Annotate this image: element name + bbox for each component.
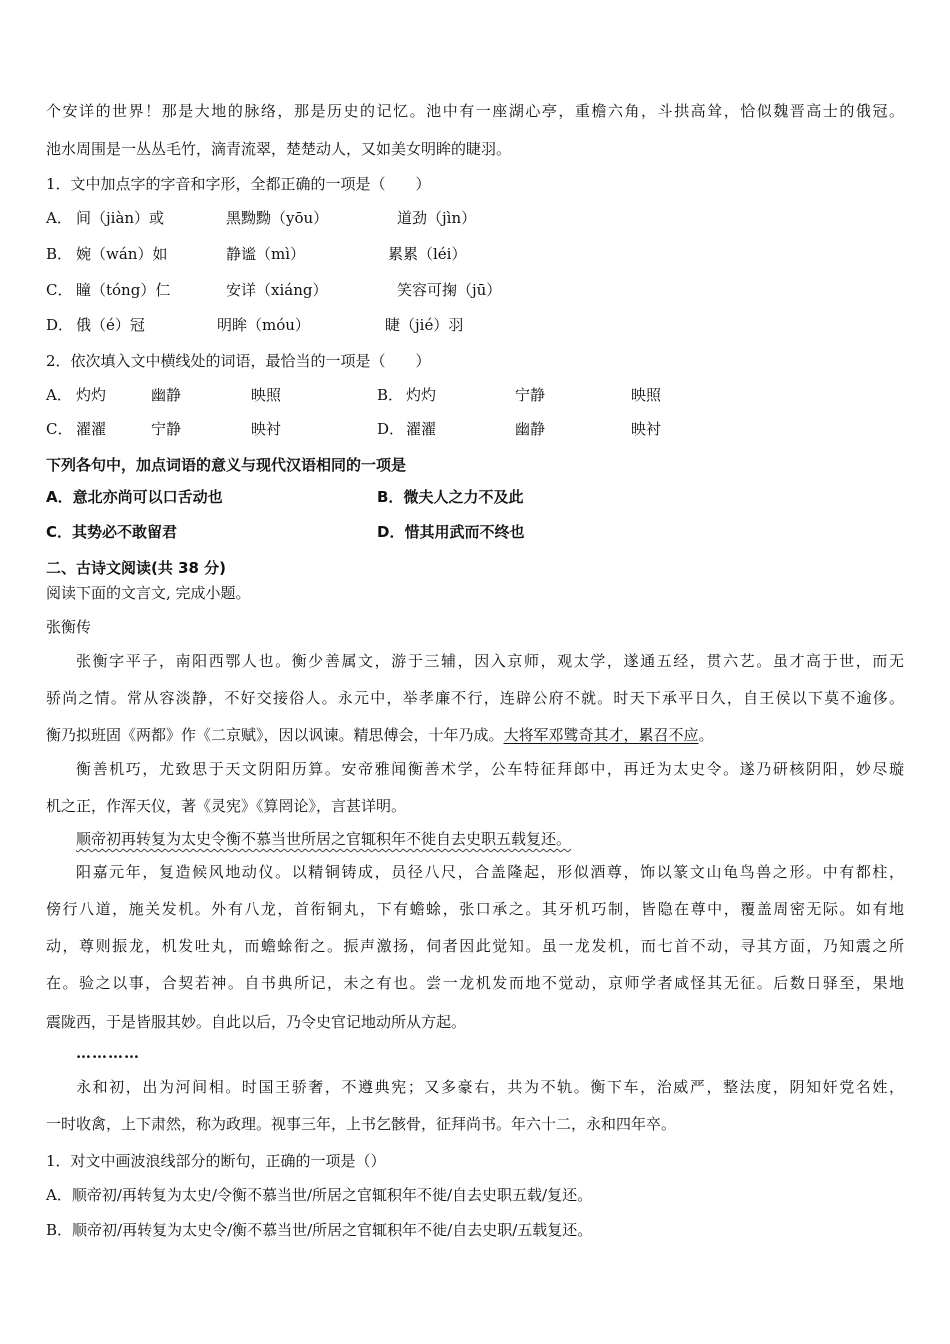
option-item: 黑黝黝（yōu） xyxy=(226,209,329,227)
question-4-stem: 1．对文中画波浪线部分的断句，正确的一项是（） xyxy=(46,1152,386,1170)
option-text: 其势必不敢留君 xyxy=(72,523,178,541)
option-text: 意北亦尚可以口舌动也 xyxy=(72,488,223,506)
passage-line: 张衡字平子，南阳西鄂人也。衡少善属文，游于三辅，因入京师，观太学，遂通五经，贯六艺。虽才高于世，而无 xyxy=(76,652,904,670)
passage-text: 衡乃拟班固《两都》作《二京赋》，因以讽谏。精思傅会，十年乃成。 xyxy=(46,726,504,744)
passage-line: 机之正，作浑天仪，著《灵宪》《算罔论》，言甚详明。 xyxy=(46,797,407,815)
passage-line: 个安详的世界！那是大地的脉络，那是历史的记忆。池中有一座湖心亭，重檐六角，斗拱高耸，恰似魏晋高士的俄冠。 xyxy=(46,102,904,120)
passage-title: 张衡传 xyxy=(46,618,92,636)
option-item: 道劲（jìn） xyxy=(397,209,477,227)
option-item: 安详（xiáng） xyxy=(226,281,328,299)
passage-line xyxy=(46,725,714,745)
option-label: C． xyxy=(46,281,73,299)
option-label: A． xyxy=(46,386,72,404)
q3-option-d[interactable] xyxy=(377,522,524,542)
option-label: C． xyxy=(46,523,73,541)
option-label: B． xyxy=(377,386,404,404)
passage-line: 骄尚之情。常从容淡静，不好交接俗人。永元中，举孝廉不行，连辟公府不就。时天下承平日久，自王侯以下莫不逾侈。 xyxy=(46,689,904,707)
q3-option-c[interactable] xyxy=(46,522,177,542)
option-word: 宁静 xyxy=(515,386,546,404)
option-word: 濯濯 xyxy=(76,420,107,438)
option-item: 瞳（tóng）仁 xyxy=(76,281,171,299)
option-label: A． xyxy=(46,209,72,227)
option-item: 婉（wán）如 xyxy=(76,245,168,263)
option-word: 映衬 xyxy=(631,420,662,438)
question-1-stem: 1．文中加点字的字音和字形，全都正确的一项是（ ） xyxy=(46,175,431,193)
option-word: 濯濯 xyxy=(406,420,437,438)
option-label: D． xyxy=(377,523,405,541)
option-label: B． xyxy=(46,245,73,263)
option-word: 宁静 xyxy=(151,420,182,438)
passage-text: 。 xyxy=(698,726,714,744)
option-word: 映照 xyxy=(251,386,282,404)
ellipsis: ………… xyxy=(76,1044,140,1062)
option-item: 累累（léi） xyxy=(388,245,467,263)
option-word: 映照 xyxy=(631,386,662,404)
q3-option-a[interactable] xyxy=(46,487,223,507)
option-item: 静谧（mì） xyxy=(226,245,306,263)
passage-line: 阳嘉元年，复造候风地动仪。以精铜铸成，员径八尺，合盖隆起，形似酒尊，饰以篆文山龟鸟兽之形。中有都柱， xyxy=(76,863,904,881)
option-label: C． xyxy=(46,420,73,438)
passage-line: 衡善机巧，尤致思于天文阴阳历算。安帝雅闻衡善术学，公车特征拜郎中，再迁为太史令。遂乃研核阴阳，妙尽璇 xyxy=(76,760,904,778)
q3-option-b[interactable] xyxy=(377,487,523,507)
passage-line: 永和初，出为河间相。时国王骄奢，不遵典宪；又多豪右，共为不轨。衡下车，治威严，整法度，阴知奸党名姓， xyxy=(76,1078,904,1096)
option-item: 睫（jié）羽 xyxy=(385,316,464,334)
passage-line: 在。验之以事，合契若神。自书典所记，未之有也。尝一龙机发而地不觉动，京师学者咸怪其无征。后数日驿至，果地 xyxy=(46,974,904,992)
q4-option-a[interactable]: A．顺帝初/再转复为太史/令衡不慕当世/所居之官辄积年不徙/自去史职五载/复还。 xyxy=(46,1186,593,1204)
option-word: 幽静 xyxy=(151,386,182,404)
option-word: 幽静 xyxy=(515,420,546,438)
section-instruction: 阅读下面的文言文, 完成小题。 xyxy=(46,584,251,602)
option-text: 惜其用武而不终也 xyxy=(404,523,525,541)
option-label: A． xyxy=(46,488,73,506)
option-word: 灼灼 xyxy=(406,386,437,404)
passage-line: 震陇西，于是皆服其妙。自此以后，乃令史官记地动所从方起。 xyxy=(46,1013,467,1031)
section-heading: 二、古诗文阅读(共 38 分) xyxy=(46,559,227,577)
passage-line: 傍行八道，施关发机。外有八龙，首衔铜丸，下有蟾蜍，张口承之。其牙机巧制，皆隐在尊中，覆盖周密无际。如有地 xyxy=(46,900,904,918)
question-2-stem: 2．依次填入文中横线处的词语，最恰当的一项是（ ） xyxy=(46,352,431,370)
option-item: 间（jiàn）或 xyxy=(76,209,165,227)
q4-option-b[interactable]: B．顺帝初/再转复为太史令/衡不慕当世/所居之官辄积年不徙/自去史职/五载复还。 xyxy=(46,1221,593,1239)
passage-line xyxy=(76,829,571,849)
option-word: 映衬 xyxy=(251,420,282,438)
question-3-stem: 下列各句中，加点词语的意义与现代汉语相同的一项是 xyxy=(46,456,407,474)
option-label: D． xyxy=(46,316,74,334)
option-item: 俄（é）冠 xyxy=(76,316,145,334)
option-label: B． xyxy=(377,488,404,506)
option-item: 笑容可掬（jū） xyxy=(397,281,502,299)
option-label: D． xyxy=(377,420,405,438)
option-text: 微夫人之力不及此 xyxy=(403,488,524,506)
passage-line: 动，尊则振龙，机发吐丸，而蟾蜍衔之。振声激扬，伺者因此觉知。虽一龙发机，而七首不动，寻其方面，乃知震之所 xyxy=(46,937,904,955)
wavy-underlined-sentence: 顺帝初再转复为太史令衡不慕当世所居之官辄积年不徙自去史职五载复还。 xyxy=(76,830,572,848)
option-item: 明眸（móu） xyxy=(217,316,310,334)
option-word: 灼灼 xyxy=(76,386,107,404)
passage-line: 一时收禽，上下肃然，称为政理。视事三年，上书乞骸骨，征拜尚书。年六十二，永和四年卒。 xyxy=(46,1115,677,1133)
underlined-sentence: 大将军邓骘奇其才，累召不应 xyxy=(503,726,699,744)
passage-line: 池水周围是一丛丛毛竹，滴青流翠，楚楚动人，又如美女明眸的睫羽。 xyxy=(46,140,512,158)
